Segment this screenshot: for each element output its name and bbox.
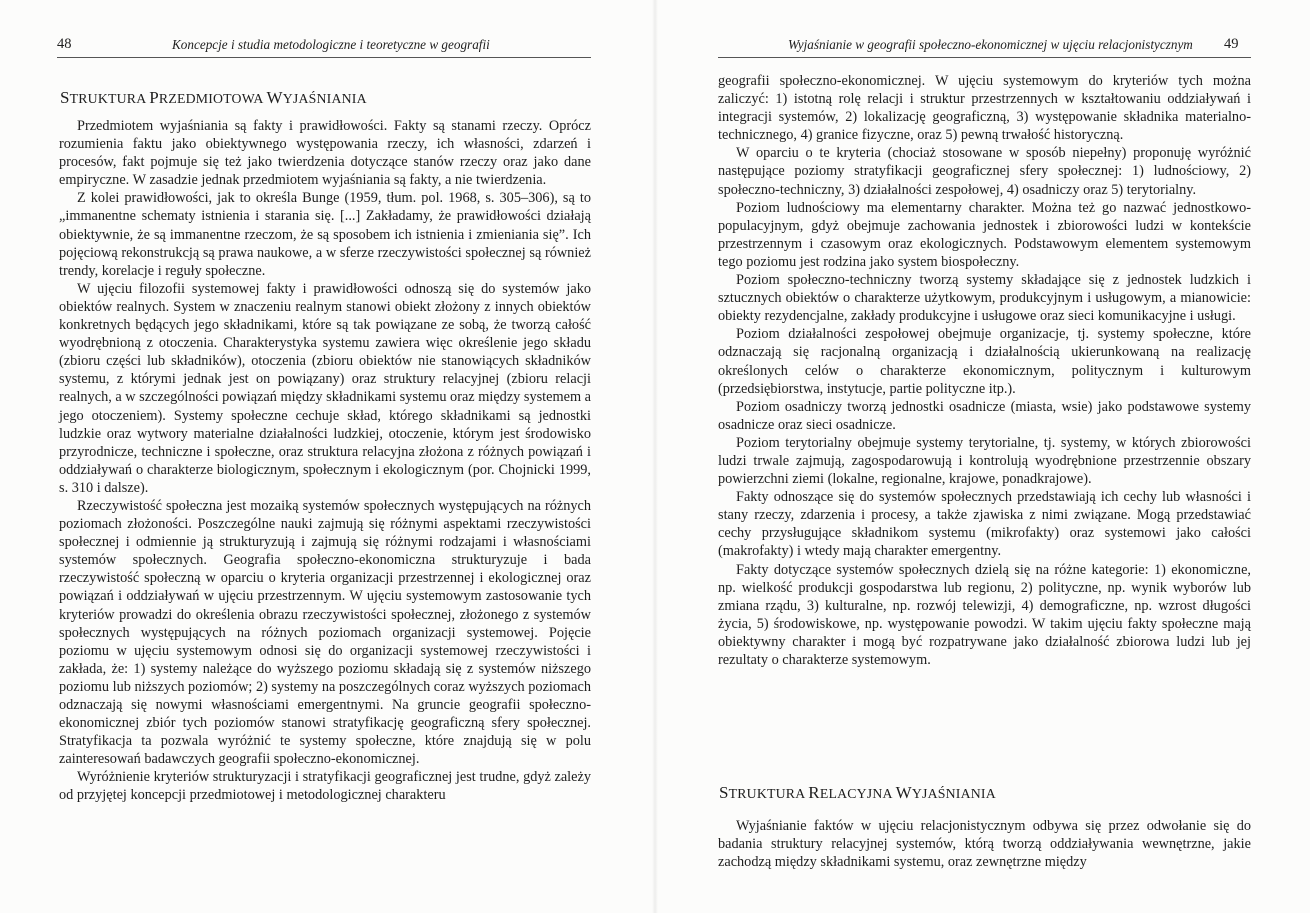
paragraph: Poziom społeczno-techniczny tworzą systemy składające się z jednostek ludzkich i sztucznych obiektów o charakterze użytkowym, produkcyjnym i usługowym, a mianowicie: obiekty rezydencjalne, zakłady produkcyjne i usługowe oraz sieci komunikacyjne i usługi. <box>718 272 1251 325</box>
paragraph: Wyjaśnianie faktów w ujęciu relacjonistycznym odbywa się przez odwołanie się do badania struktury relacyjnej systemów, którą tworzą oddziaływania wewnętrzne, jakie zachodzą między składnikami systemu, oraz zewnętrzne między <box>718 818 1251 871</box>
left-section-heading: STRUKTURA PRZEDMIOTOWA WYJAŚNIANIA <box>60 88 367 107</box>
paragraph: Rzeczywistość społeczna jest mozaiką systemów społecznych występujących na różnych poziomach złożoności. Poszczególne nauki zajmują się różnymi aspektami rzeczywistości społecznej i odmiennie ją strukturyzują i zajmują się różnymi rodzajami i własnościami systemów społecznych. Geografia społeczno-ekonomiczna strukturyzuje i bada rzeczywistość społeczną w oparciu o kryteria organizacji przestrzennej i ekologicznej oraz powiązań i oddziaływań w ujęciu przestrzennym. W ujęciu systemowym zastosowanie tych kryteriów prowadzi do określenia obrazu rzeczywistości społecznej, złożonego z systemów społecznych występujących na różnych poziomach organizacji systemowej. Pojęcie poziomu w ujęciu systemowym odnosi się do organizacji systemowej rzeczywistości i zakłada, że: 1) systemy należące do wyższego poziomu składają się z systemów niższego poziomu lub niższych poziomów; 2) systemy na poszczególnych coraz wyższych poziomach odznaczają się nowymi własnościami emergentnymi. Na gruncie geografii społeczno-ekonomicznej zbiór tych poziomów stanowi stratyfikację geograficzną sfery społecznej. Stratyfikacja ta pozwala wyróżnić te systemy społeczne, które znajdują się w polu zainteresowań badawczych geografii społeczno-ekonomicznej. <box>59 497 592 768</box>
right-page <box>655 0 1310 913</box>
right-header-rule <box>718 57 1251 58</box>
left-header-rule <box>57 57 591 58</box>
paragraph: Fakty dotyczące systemów społecznych dzielą się na różne kategorie: 1) ekonomiczne, np. wielkość produkcji gospodarstwa lub regionu, 2) polityczne, np. wynik wyborów lub zmiana rządu, 3) kulturalne, np. rozwój telewizji, 4) demograficzne, np. wzrost długości życia, 5) środowiskowe, np. występowanie powodzi. W takim ujęciu fakty społeczne mają obiektywny charakter i mogą być rozpatrywane jako działalność zbiorowa ludzi lub jej rezultaty o charakterze systemowym. <box>718 561 1251 668</box>
right-page-number: 49 <box>1224 36 1239 52</box>
paragraph: Poziom działalności zespołowej obejmuje organizacje, tj. systemy społeczne, które odznaczają się racjonalną organizacją i działalnością ukierunkowaną na realizację określonych celów o charakterze ekonomicznym, politycznym i kulturowym (przedsiębiorstwa, instytucje, partie polityczne itp.). <box>718 326 1251 397</box>
paragraph: W ujęciu filozofii systemowej fakty i prawidłowości odnoszą się do systemów jako obiektów realnych. System w znaczeniu realnym stanowi obiekt złożony z innych obiektów konkretnych będących jego składnikami, które są tak powiązane ze sobą, że tworzą całość wyodrębnioną z otoczenia. Charakterystyka systemu zawiera więc określenie jego składu (zbioru części lub składników), otoczenia (zbioru obiektów nie stanowiących składników systemu, z którymi jednak jest on powiązany) oraz struktury relacyjnej (zbioru relacji realnych, a w szczególności powiązań między składnikami systemu oraz między systemem a jego otoczeniem). Systemy społeczne cechuje skład, którego składnikami są jednostki ludzkie oraz wytwory materialne działalności ludzkiej, otoczenie, którym jest środowisko przyrodnicze, techniczne i społeczne, oraz struktura relacyjna złożona z różnych powiązań i oddziaływań o charakterze biologicznym, społecznym i ekologicznym (por. Chojnicki 1999, s. 310 i dalsze). <box>59 280 591 496</box>
paragraph: Z kolei prawidłowości, jak to określa Bunge (1959, tłum. pol. 1968, s. 305–306), są to „immanentne schematy istnienia i starania się. [...] Zakładamy, że prawidłowości działają obiektywnie, że są immanentne rzeczom, że są sposobem ich istnienia i zmieniania się”. Ich pojęciową rekonstrukcją są prawa naukowe, a w sferze rzeczywistości społecznej są również trendy, korelacje i reguły społeczne. <box>59 190 591 279</box>
right-body-text <box>718 72 1251 669</box>
paragraph: Wyróżnienie kryteriów strukturyzacji i stratyfikacji geograficznej jest trudne, gdyż zależy od przyjętej koncepcji przedmiotowej i metodologicznej charakteru <box>59 769 591 804</box>
left-page-number: 48 <box>57 36 72 52</box>
paragraph: Przedmiotem wyjaśniania są fakty i prawidłowości. Fakty są stanami rzeczy. Oprócz rozumienia faktu jako obiektywnego występowania rzeczy, ich własności, zdarzeń i procesów, fakt pojmuje się też jako twierdzenia dotyczące stanów rzeczy oraz jako dane empiryczne. W zasadzie jednak przedmiotem wyjaśniania są fakty, a nie twierdzenia. <box>59 118 591 189</box>
right-running-title: Wyjaśnianie w geografii społeczno-ekonomicznej w ujęciu relacjonistycznym <box>788 37 1193 52</box>
paragraph: geografii społeczno-ekonomicznej. W ujęciu systemowym do kryteriów tych można zaliczyć: 1) istotną rolę relacji i struktur przestrzennych w kształtowaniu oddziaływań i integracji systemów, 2) lokalizację geograficzną, 3) występowanie składnika materialno-technicznego, 4) granice fizyczne, oraz 5) pewną trwałość historyczną. <box>718 73 1251 144</box>
paragraph: Poziom terytorialny obejmuje systemy terytorialne, tj. systemy, w których zbiorowości ludzi trwale zajmują, zagospodarowują i kontrolują wyodrębnione przestrzennie obszary powierzchni ziemi (lokalne, regionalne, krajowe, ponadkrajowe). <box>718 434 1251 488</box>
paragraph: W oparciu o te kryteria (chociaż stosowane w sposób niepełny) proponuję wyróżnić następujące poziomy stratyfikacji geograficznej sfery społecznej: 1) ludnościowy, 2) społeczno-techniczny, 3) działalności zespołowej, 4) osadniczy oraz 5) terytorialny. <box>718 145 1251 198</box>
paragraph: Fakty odnoszące się do systemów społecznych przedstawiają ich cechy lub własności i stany rzeczy, zdarzenia i procesy, a także zjawiska z nimi związane. Mogą przedstawiać cechy przysługujące składnikom systemu (mikrofakty) oraz systemowi jako całości (makrofakty) i wtedy mają charakter emergentny. <box>718 489 1251 560</box>
left-body-text <box>59 117 591 805</box>
paragraph: Poziom ludnościowy ma elementarny charakter. Można też go nazwać jednostkowo-populacyjnym, gdyż obejmuje zachowania jednostek i zbiorowości ludzi w kontekście przestrzennym i czasowym oraz ekologicznych. Podstawowym elementem systemowym tego poziomu jest rodzina jako system biospołeczny. <box>718 199 1251 270</box>
right-section-heading: STRUKTURA RELACYJNA WYJAŚNIANIA <box>719 783 996 802</box>
right-body-text-after <box>718 817 1251 871</box>
paragraph: Poziom osadniczy tworzą jednostki osadnicze (miasta, wsie) jako podstawowe systemy osadnicze oraz sieci osadnicze. <box>718 398 1251 433</box>
left-running-title: Koncepcje i studia metodologiczne i teoretyczne w geografii <box>172 37 490 52</box>
